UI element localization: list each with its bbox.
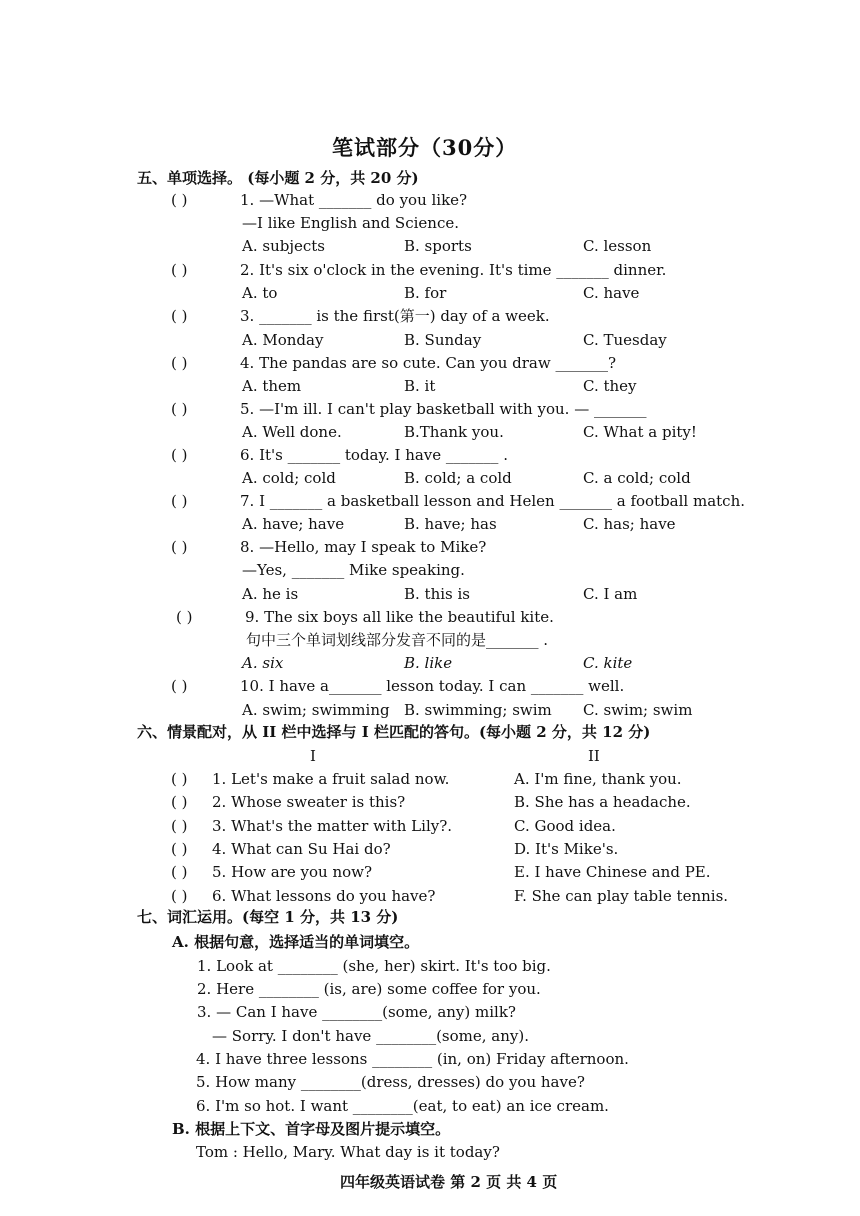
section7-part-b: B. 根据上下文、首字母及图片提示填空。 xyxy=(172,1120,451,1138)
option-a: A. them xyxy=(242,377,302,395)
answer-paren[interactable]: ( ) xyxy=(171,887,188,905)
option-c: C. has; have xyxy=(583,515,676,533)
fill-blank-item: 2. Here ________ (is, are) some coffee for you. xyxy=(197,980,541,998)
option-b: B. this is xyxy=(404,585,471,603)
option-b: B. it xyxy=(404,377,436,395)
answer-paren[interactable]: ( ) xyxy=(171,817,188,835)
option-c: C. have xyxy=(583,284,640,302)
fill-blank-item: 3. — Can I have ________(some, any) milk? xyxy=(197,1003,516,1021)
fill-blank-item: 6. I'm so hot. I want ________(eat, to eat) an ice cream. xyxy=(196,1097,609,1115)
answer-paren[interactable]: ( ) xyxy=(171,354,188,372)
option-a: A. Monday xyxy=(242,331,324,349)
option-a: A. swim; swimming xyxy=(242,701,390,719)
option-b: B. sports xyxy=(404,237,472,255)
question-stem: 4. The pandas are so cute. Can you draw _______? xyxy=(240,354,617,372)
option-b: B.Thank you. xyxy=(404,423,504,441)
answer-paren[interactable]: ( ) xyxy=(171,538,188,556)
option-a: A. he is xyxy=(242,585,299,603)
answer-paren[interactable]: ( ) xyxy=(171,770,188,788)
answer-paren[interactable]: ( ) xyxy=(171,492,188,510)
answer-paren[interactable]: ( ) xyxy=(171,793,188,811)
option-a: A. have; have xyxy=(242,515,345,533)
option-a: A. cold; cold xyxy=(242,469,336,487)
question-stem: 5. —I'm ill. I can't play basketball with you. — _______ xyxy=(240,400,647,418)
column-ii-label: II xyxy=(588,747,600,765)
answer-paren[interactable]: ( ) xyxy=(176,608,193,626)
question-stem: 1. —What _______ do you like? xyxy=(240,191,468,209)
section6-heading: 六、情景配对，从 II 栏中选择与 I 栏匹配的答句。(每小题 2 分，共 12 分) xyxy=(137,723,651,741)
option-b: B. for xyxy=(404,284,447,302)
option-c: C. they xyxy=(583,377,637,395)
option-c: C. kite xyxy=(583,654,633,672)
option-b: B. swimming; swim xyxy=(404,701,552,719)
match-question: 6. What lessons do you have? xyxy=(212,887,436,905)
answer-paren[interactable]: ( ) xyxy=(171,446,188,464)
match-answer: E. I have Chinese and PE. xyxy=(514,863,711,881)
match-answer: A. I'm fine, thank you. xyxy=(514,770,682,788)
option-c: C. a cold; cold xyxy=(583,469,691,487)
section7-heading: 七、词汇运用。(每空 1 分，共 13 分) xyxy=(137,908,399,926)
match-answer: D. It's Mike's. xyxy=(514,840,619,858)
fill-blank-item: — Sorry. I don't have ________(some, any). xyxy=(212,1027,529,1045)
question-stem-line2: —Yes, _______ Mike speaking. xyxy=(242,561,465,579)
option-a: A. six xyxy=(242,654,284,672)
match-answer: B. She has a headache. xyxy=(514,793,691,811)
option-c: C. Tuesday xyxy=(583,331,667,349)
question-stem: 2. It's six o'clock in the evening. It's time _______ dinner. xyxy=(240,261,667,279)
fill-blank-item: 5. How many ________(dress, dresses) do you have? xyxy=(196,1073,585,1091)
section5-heading: 五、单项选择。 (每小题 2 分，共 20 分) xyxy=(137,169,419,187)
match-question: 3. What's the matter with Lily?. xyxy=(212,817,453,835)
match-question: 2. Whose sweater is this? xyxy=(212,793,406,811)
question-stem: 10. I have a_______ lesson today. I can _______ well. xyxy=(240,677,625,695)
dialogue-line: Tom : Hello, Mary. What day is it today? xyxy=(196,1143,500,1161)
option-c: C. What a pity! xyxy=(583,423,697,441)
question-stem: 9. The six boys all like the beautiful kite. xyxy=(245,608,554,626)
match-question: 4. What can Su Hai do? xyxy=(212,840,391,858)
answer-paren[interactable]: ( ) xyxy=(171,677,188,695)
option-c: C. swim; swim xyxy=(583,701,693,719)
answer-paren[interactable]: ( ) xyxy=(171,261,188,279)
option-b: B. Sunday xyxy=(404,331,482,349)
option-c: C. I am xyxy=(583,585,638,603)
answer-paren[interactable]: ( ) xyxy=(171,840,188,858)
section7-part-a: A. 根据句意，选择适当的单词填空。 xyxy=(172,933,420,951)
option-b: B. cold; a cold xyxy=(404,469,512,487)
question-stem: 6. It's _______ today. I have _______ . xyxy=(240,446,508,464)
answer-paren[interactable]: ( ) xyxy=(171,191,188,209)
option-a: A. Well done. xyxy=(242,423,342,441)
option-a: A. to xyxy=(242,284,278,302)
match-answer: F. She can play table tennis. xyxy=(514,887,729,905)
match-answer: C. Good idea. xyxy=(514,817,616,835)
question-stem-line2: 句中三个单词划线部分发音不同的是_______ . xyxy=(246,631,549,649)
page-footer: 四年级英语试卷 第 2 页 共 4 页 xyxy=(340,1173,558,1191)
question-stem: 3. _______ is the first(第一) day of a week. xyxy=(240,307,550,325)
option-c: C. lesson xyxy=(583,237,652,255)
match-question: 1. Let's make a fruit salad now. xyxy=(212,770,450,788)
question-stem: 8. —Hello, may I speak to Mike? xyxy=(240,538,487,556)
answer-paren[interactable]: ( ) xyxy=(171,863,188,881)
question-stem: 7. I _______ a basketball lesson and Helen _______ a football match. xyxy=(240,492,746,510)
question-stem-line2: —I like English and Science. xyxy=(242,214,459,232)
option-b: B. like xyxy=(404,654,453,672)
option-a: A. subjects xyxy=(242,237,325,255)
match-question: 5. How are you now? xyxy=(212,863,373,881)
fill-blank-item: 4. I have three lessons ________ (in, on) Friday afternoon. xyxy=(196,1050,629,1068)
option-b: B. have; has xyxy=(404,515,497,533)
answer-paren[interactable]: ( ) xyxy=(171,307,188,325)
fill-blank-item: 1. Look at ________ (she, her) skirt. It's too big. xyxy=(197,957,551,975)
page-title: 笔试部分（30分） xyxy=(332,135,518,160)
column-i-label: I xyxy=(310,747,316,765)
answer-paren[interactable]: ( ) xyxy=(171,400,188,418)
